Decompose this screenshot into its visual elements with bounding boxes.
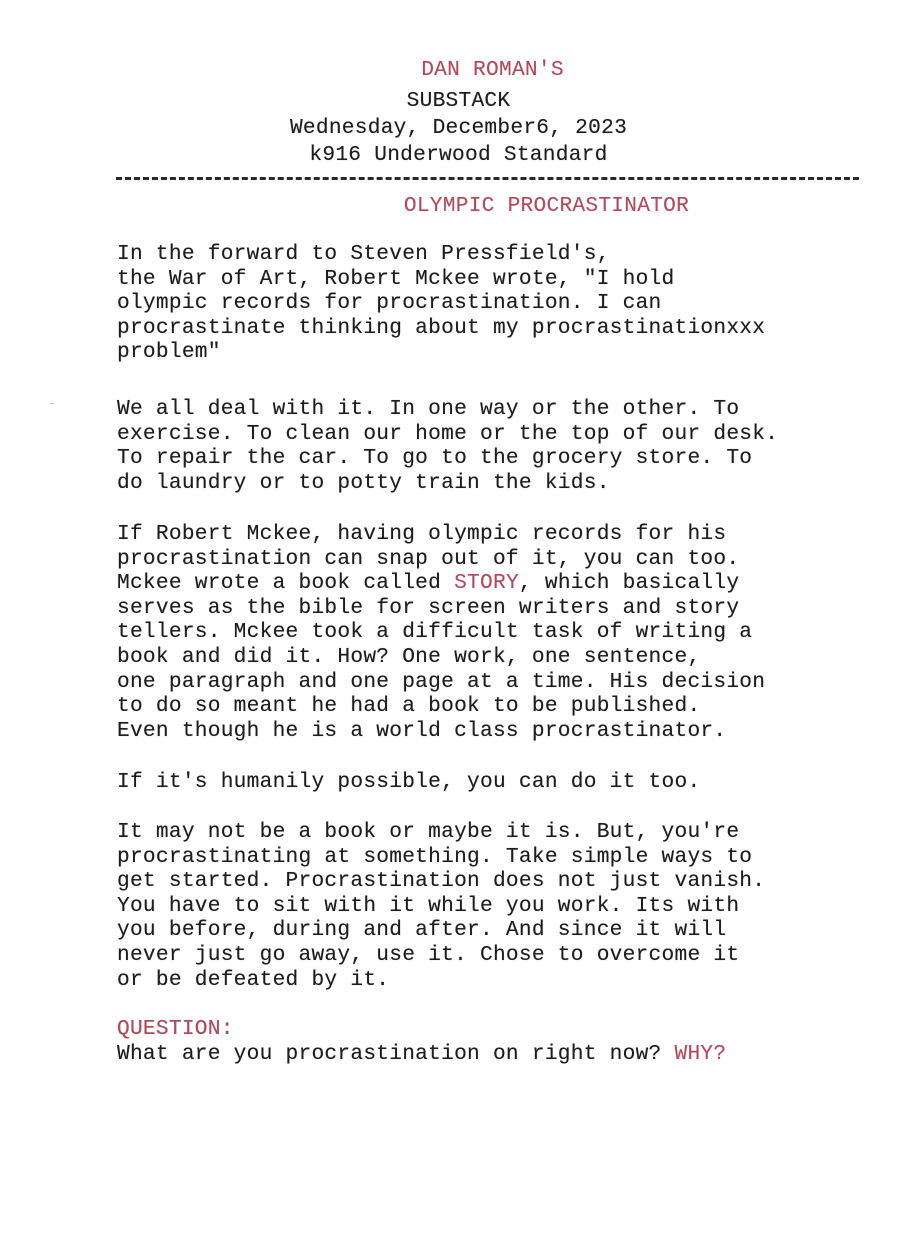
paper-speck xyxy=(50,403,54,404)
text-line: If Robert Mckee, having olympic records for his xyxy=(117,522,727,546)
text-line: you before, during and after. And since it will xyxy=(117,918,727,943)
paragraph-2 xyxy=(117,397,778,495)
text-line: If it's humanily possible, you can do it too. xyxy=(117,770,701,794)
text-line: procrastinate thinking about my procrastinationxxx xyxy=(117,315,766,340)
author-heading: DAN ROMAN'S xyxy=(421,58,564,82)
text-fragment: Mckee wrote a book called xyxy=(117,571,455,596)
text-line: or be defeated by it. xyxy=(117,967,390,992)
text-line: one paragraph and one page at a time. His decision xyxy=(117,669,766,694)
text-line: tellers. Mckee took a difficult task of writing a xyxy=(117,620,753,645)
paragraph-4 xyxy=(117,770,700,795)
text-line: procrastination can snap out of it, you can too. xyxy=(117,546,740,571)
text-line: exercise. To clean our home or the top of our desk. xyxy=(117,421,779,446)
text-line: the War of Art, Robert Mckee wrote, "I hold xyxy=(117,266,675,291)
why-text: WHY? xyxy=(674,1041,727,1066)
paragraph-1 xyxy=(117,242,765,365)
text-line: do laundry or to potty train the kids. xyxy=(117,470,610,495)
text-line: olympic records for procrastination. I can xyxy=(117,291,662,316)
question-line xyxy=(117,1042,726,1067)
typewriter-line: k916 Underwood Standard xyxy=(309,143,608,167)
text-line: You have to sit with it while you work. Its with xyxy=(117,893,740,918)
question-text: What are you procrastination on right now? xyxy=(117,1041,675,1066)
question-block xyxy=(117,1017,726,1066)
text-line: procrastinating at something. Take simple ways to xyxy=(117,844,753,869)
book-title-story: STORY xyxy=(454,571,519,596)
text-line: get started. Procrastination does not just vanish. xyxy=(117,869,766,894)
paragraph-3 xyxy=(117,522,765,743)
publication-name: SUBSTACK xyxy=(406,89,511,113)
text-line: To repair the car. To go to the grocery store. To xyxy=(117,446,753,471)
text-line: book and did it. How? One work, one sentence, xyxy=(117,644,701,669)
text-line: In the forward to Steven Pressfield's, xyxy=(117,242,610,266)
article-title: OLYMPIC PROCRASTINATOR xyxy=(403,194,690,218)
text-line: problem" xyxy=(117,340,221,365)
question-label: QUESTION: xyxy=(117,1017,234,1041)
text-line: We all deal with it. In one way or the other. To xyxy=(117,397,740,421)
text-line: serves as the bible for screen writers and story xyxy=(117,595,740,620)
dashed-divider xyxy=(116,177,859,180)
text-fragment: , which basically xyxy=(518,571,740,596)
paragraph-5 xyxy=(117,820,765,992)
text-line: to do so meant he had a book to be published. xyxy=(117,694,701,719)
text-line: never just go away, use it. Chose to overcome it xyxy=(117,942,740,967)
date-line: Wednesday, December6, 2023 xyxy=(289,116,628,140)
text-line-with-title xyxy=(117,571,765,596)
text-line: Even though he is a world class procrastinator. xyxy=(117,718,727,743)
text-line: It may not be a book or maybe it is. But, you're xyxy=(117,820,740,844)
